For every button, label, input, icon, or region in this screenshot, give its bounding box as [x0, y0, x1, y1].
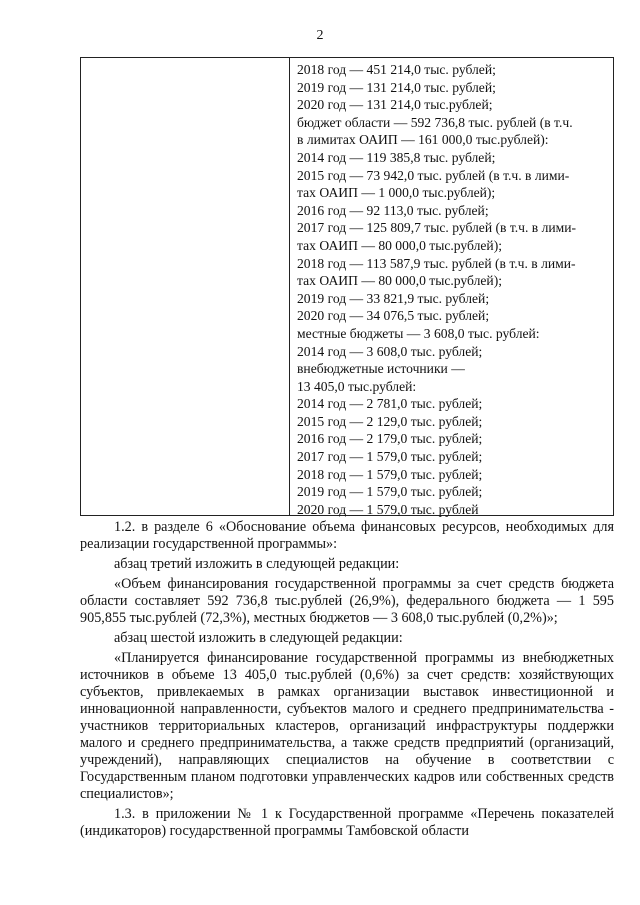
paragraph-third-abzac: абзац третий изложить в следующей редакции: — [114, 556, 400, 572]
table-line: 2014 год — 119 385,8 тыс. рублей; — [297, 149, 496, 165]
body-text — [80, 519, 614, 840]
table-line: 2019 год — 1 579,0 тыс. рублей; — [297, 484, 483, 500]
table-line: 2018 год — 113 587,9 тыс. рублей (в т.ч. в лими- — [297, 255, 576, 271]
table-line: 2019 год — 131 214,0 тыс. рублей; — [297, 79, 496, 95]
table-line: 2014 год — 3 608,0 тыс. рублей; — [297, 343, 483, 359]
paragraph-quote-extrabudget: «Планируется финансирование государственной программы из внебюджетных источников в объеме 13 405,0 тыс.рублей (0,6%) за счет средств: хозяйствующих субъектов, привлекаемых в рамках организации выставок инвестиционной и инновационной направленности, субъектов малого и среднего предпринимательства - участников территориальных кластеров, организаций инфраструктуры поддержки малого и среднего предпринимательства, а также средств предприятий (организаций, учреждений), направляющих специалистов на обучение в соответствии с Государственным планом подготовки управленческих кадров или собственных средств специалистов»; — [80, 650, 614, 802]
column-divider — [289, 58, 290, 515]
page-number: 2 — [316, 28, 324, 43]
table-line: 2017 год — 1 579,0 тыс. рублей; — [297, 449, 483, 465]
table-line: 2018 год — 1 579,0 тыс. рублей; — [297, 466, 483, 482]
paragraph-appendix: 1.3. в приложении № 1 к Государственной программе «Перечень показателей (индикаторов) государственной программы Тамбовской области — [80, 806, 614, 839]
table-line: 13 405,0 тыс.рублей: — [297, 378, 417, 394]
table-line: 2018 год — 451 214,0 тыс. рублей; — [297, 62, 496, 77]
table-line: 2017 год — 125 809,7 тыс. рублей (в т.ч. в лими- — [297, 220, 577, 236]
table-line: бюджет области — 592 736,8 тыс. рублей (в т.ч. — [297, 114, 573, 130]
funding-cell — [297, 61, 605, 518]
funding-table — [80, 57, 614, 516]
table-line: 2015 год — 73 942,0 тыс. рублей (в т.ч. в лими- — [297, 167, 570, 183]
table-line: 2020 год — 34 076,5 тыс. рублей; — [297, 308, 490, 324]
table-line: 2019 год — 33 821,9 тыс. рублей; — [297, 290, 490, 306]
table-line: тах ОАИП — 1 000,0 тыс.рублей); — [297, 185, 496, 201]
table-line: в лимитах ОАИП — 161 000,0 тыс.рублей): — [297, 132, 549, 148]
paragraph-sixth-abzac: абзац шестой изложить в следующей редакции: — [114, 630, 403, 646]
table-line: местные бюджеты — 3 608,0 тыс. рублей: — [297, 325, 540, 341]
paragraph-section-6: 1.2. в разделе 6 «Обоснование объема финансовых ресурсов, необходимых для реализации государственной программы»: — [80, 519, 614, 552]
table-line: 2016 год — 2 179,0 тыс. рублей; — [297, 431, 483, 447]
table-line: 2014 год — 2 781,0 тыс. рублей; — [297, 396, 483, 412]
table-line: внебюджетные источники — — [297, 361, 465, 377]
table-line: 2020 год — 131 214,0 тыс.рублей; — [297, 97, 493, 113]
table-line: 2015 год — 2 129,0 тыс. рублей; — [297, 413, 483, 429]
table-line: 2020 год — 1 579,0 тыс. рублей — [297, 501, 479, 517]
table-line: тах ОАИП — 80 000,0 тыс.рублей); — [297, 237, 503, 253]
table-line: 2016 год — 92 113,0 тыс. рублей; — [297, 202, 489, 218]
table-line: тах ОАИП — 80 000,0 тыс.рублей); — [297, 273, 503, 289]
paragraph-quote-financing: «Объем финансирования государственной программы за счет средств бюджета области составляет 592 736,8 тыс.рублей (26,9%), федерального бюджета — 1 595 905,855 тыс.рублей (72,3%), местных бюджетов — 3 608,0 тыс.рублей (0,2%)»; — [80, 576, 614, 626]
